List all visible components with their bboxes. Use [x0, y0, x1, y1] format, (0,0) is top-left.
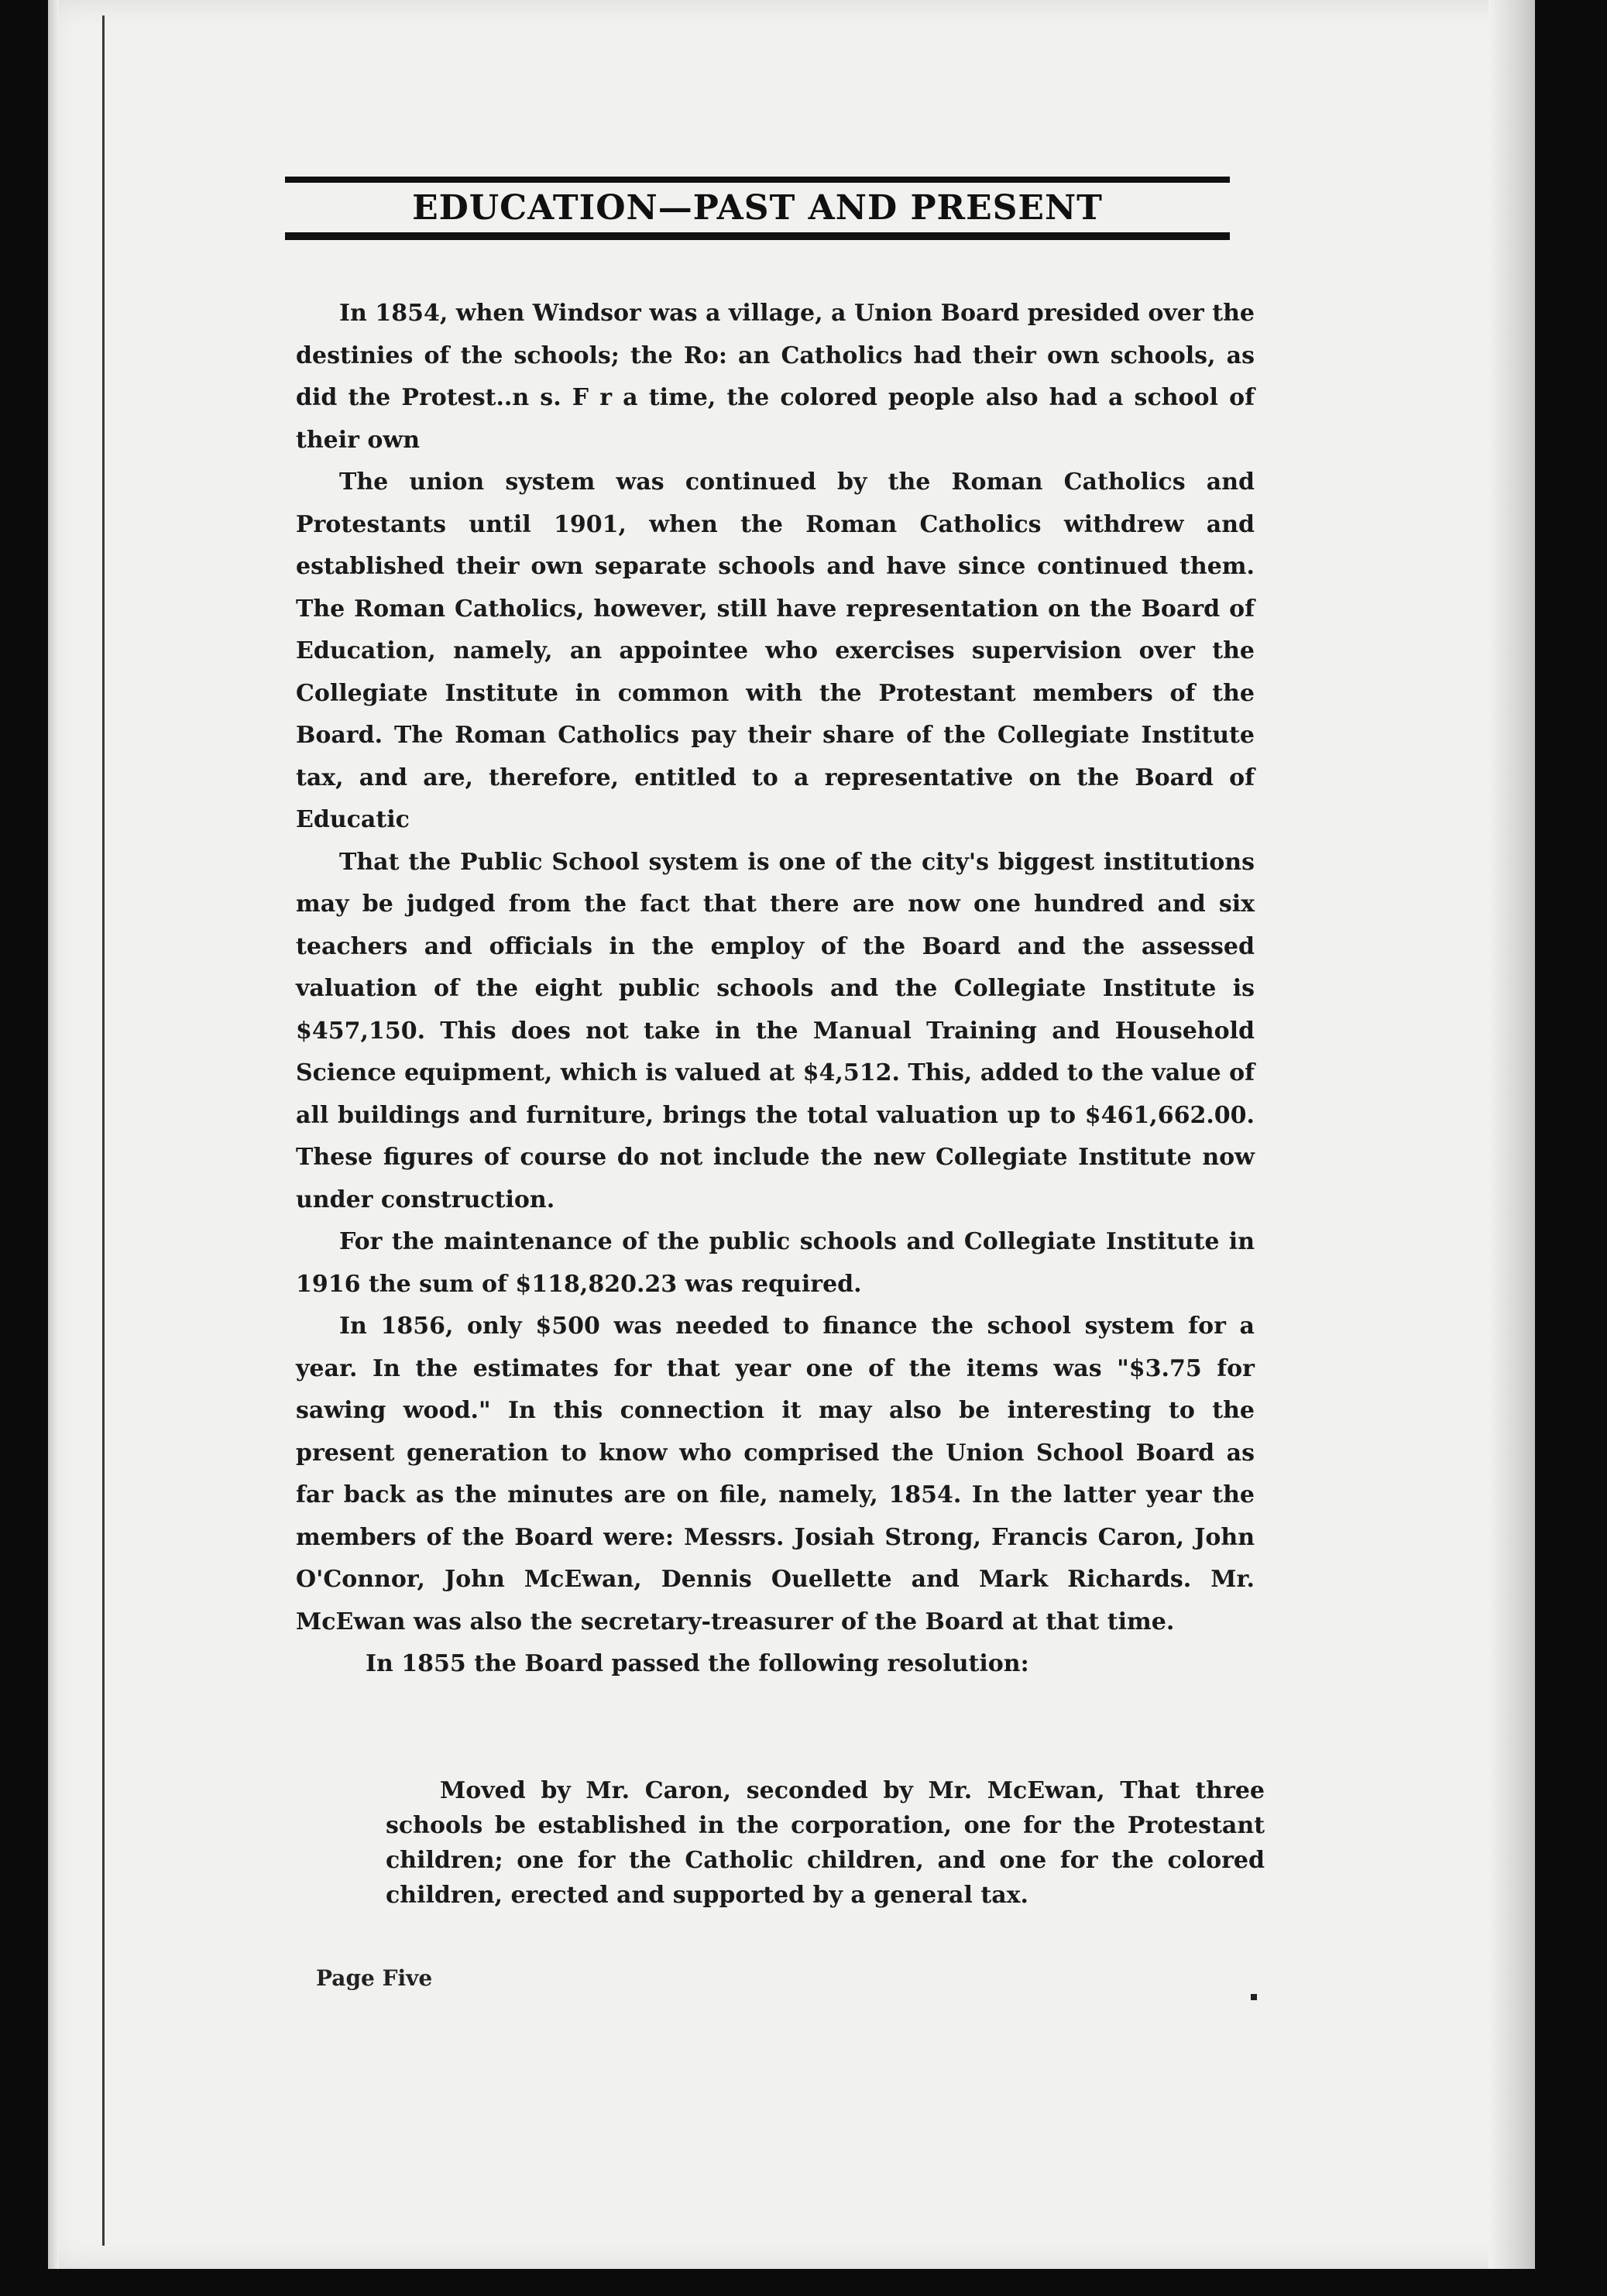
page-edge [1489, 0, 1535, 2269]
page-number: Page Five [316, 1965, 433, 1991]
paragraph-5: In 1856, only $500 was needed to finance the school system for a year. In the estimates for that year one of the items was "$3.75 for sawing wood." In this connection it may also be interesting to the present generation to know who comprised the Union School Board as far back as the minutes are on file, namely, 1854. In the latter year the members of the Board were: Messrs. Josiah Strong, Francis Caron, John O'Connor, John McEwan, Dennis Ouellette and Mark Richards. Mr. McEwan was also the secretary-treasurer of the Board at that time. [296, 1313, 1255, 1635]
gutter-line [102, 15, 105, 2246]
resolution-intro: In 1855 the Board passed the following resolution: [366, 1650, 1029, 1677]
page-heading: EDUCATION—PAST AND PRESENT [412, 187, 1103, 228]
heading-rule-top [285, 177, 1230, 183]
paragraph-4: For the maintenance of the public schools and Collegiate Institute in 1916 the sum of $118,820.23 was required. [296, 1228, 1255, 1298]
paragraph-1: In 1854, when Windsor was a village, a Union Board presided over the destinies of the schools; the Ro: an Catholics had their own schools, as did the Protest..n s. F r a time, the colored people also had a school of their own [296, 300, 1255, 454]
print-mark [1251, 1994, 1257, 2000]
paragraph-2: The union system was continued by the Roman Catholics and Protestants until 1901, when the Roman Catholics withdrew and established their own separate schools and have since continued them. The Roman Catholics, however, still have representation on the Board of Education, namely, an appointee who exercises supervision over the Collegiate Institute in common with the Protestant members of the Board. The Roman Catholics pay their share of the Collegiate Institute tax, and are, therefore, entitled to a representative on the Board of Educatic [296, 468, 1255, 833]
resolution-quote: Moved by Mr. Caron, seconded by Mr. McEwan, That three schools be established in the corporation, one for the Protestant children; one for the Catholic children, and one for the colored children, erected and supported by a general tax. [386, 1777, 1265, 1909]
heading-rule-bottom [285, 232, 1230, 240]
paragraph-3: That the Public School system is one of the city's biggest institutions may be judged from the fact that there are now one hundred and six teachers and officials in the employ of the Board and the assessed valuation of the eight public schools and the Collegiate Institute is $457,150. This does not take in the Manual Training and Household Science equipment, which is valued at $4,512. This, added to the value of all buildings and furniture, brings the total valuation up to $461,662.00. These figures of course do not include the new Collegiate Institute now under construction. [296, 848, 1255, 1213]
page-binding [48, 0, 59, 2269]
article-body [296, 293, 1255, 1686]
